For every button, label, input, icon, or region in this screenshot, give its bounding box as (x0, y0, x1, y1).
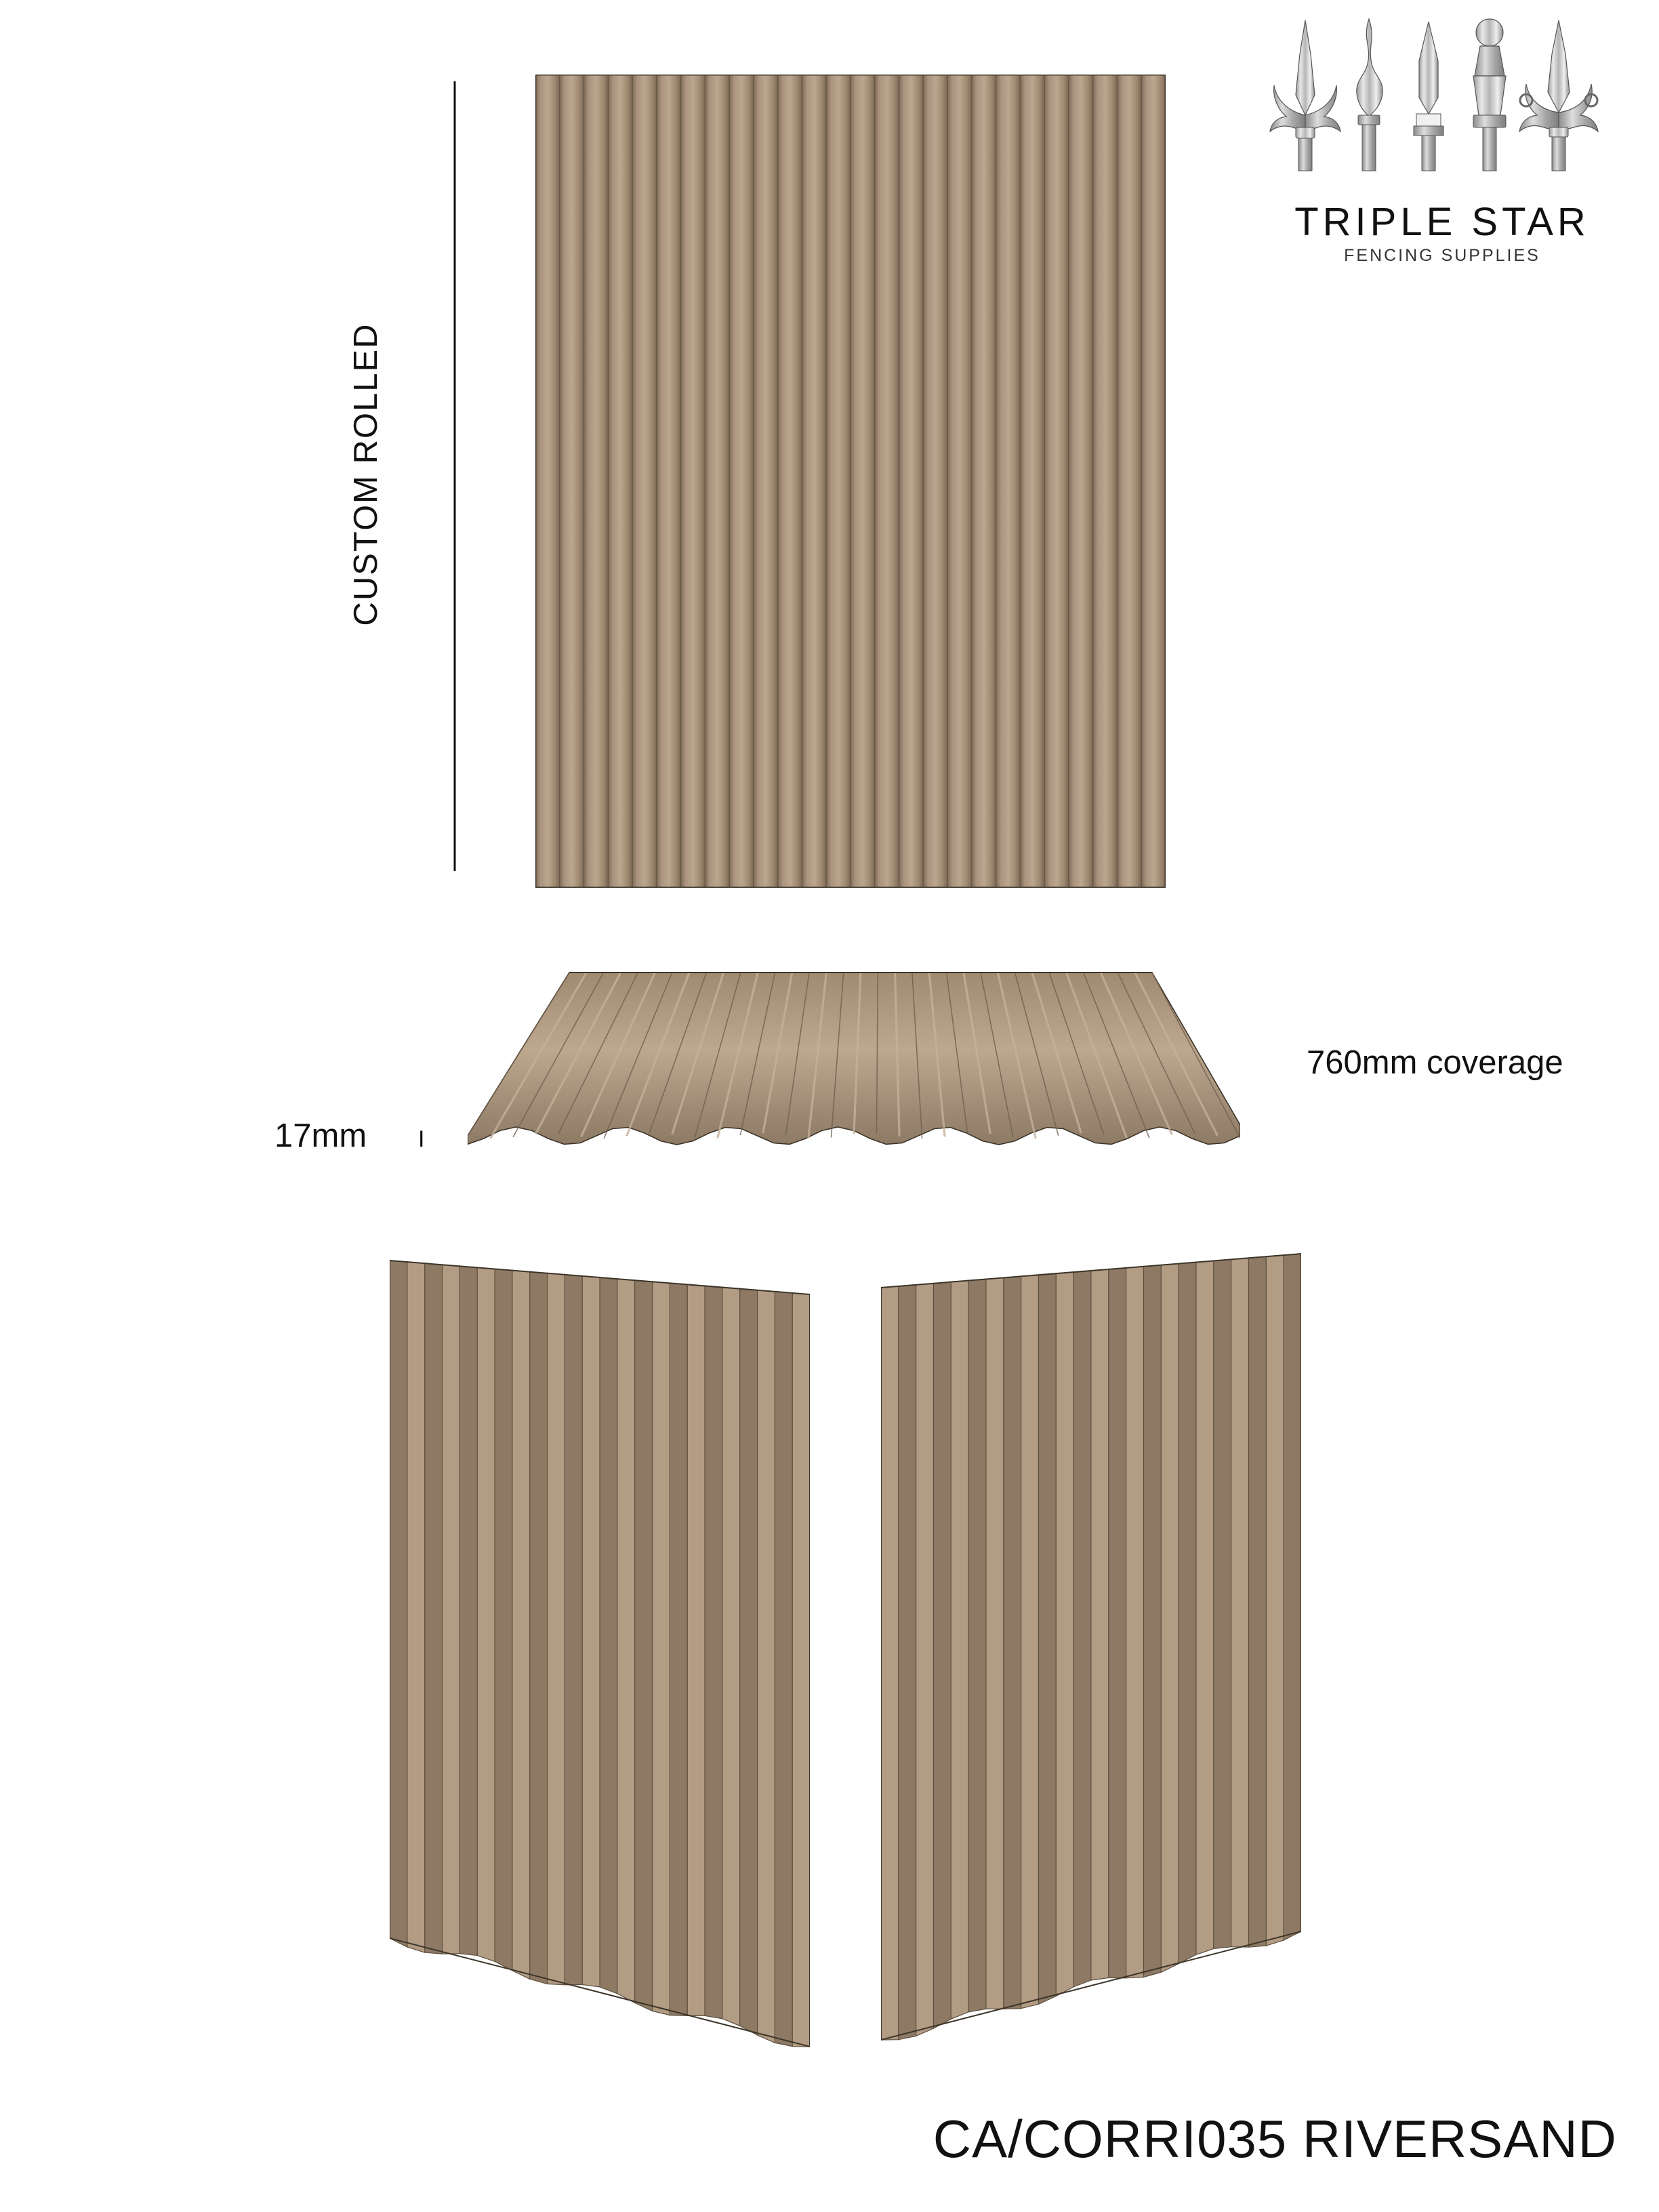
thickness-tick-icon: I (418, 1126, 425, 1152)
brand-tagline: FENCING SUPPLIES (1344, 246, 1540, 265)
coverage-label: 760mm coverage (1307, 1044, 1563, 1081)
brand-name: TRIPLE STAR (1294, 200, 1590, 244)
thickness-label: 17mm (274, 1118, 367, 1154)
corrugated-sheet-angled-left (390, 1247, 810, 2087)
brand-logo (1266, 14, 1618, 285)
product-code-label: CA/CORRI035 RIVERSAND (933, 2109, 1617, 2169)
fence-finials-icon (1266, 14, 1618, 203)
corrugated-sheet-front-view (535, 75, 1166, 888)
height-dimension-line (453, 81, 457, 871)
corrugated-profile-view (468, 935, 1240, 1159)
corrugated-sheet-angled-right (881, 1240, 1301, 2094)
custom-rolled-label: CUSTOM ROLLED (348, 323, 384, 626)
